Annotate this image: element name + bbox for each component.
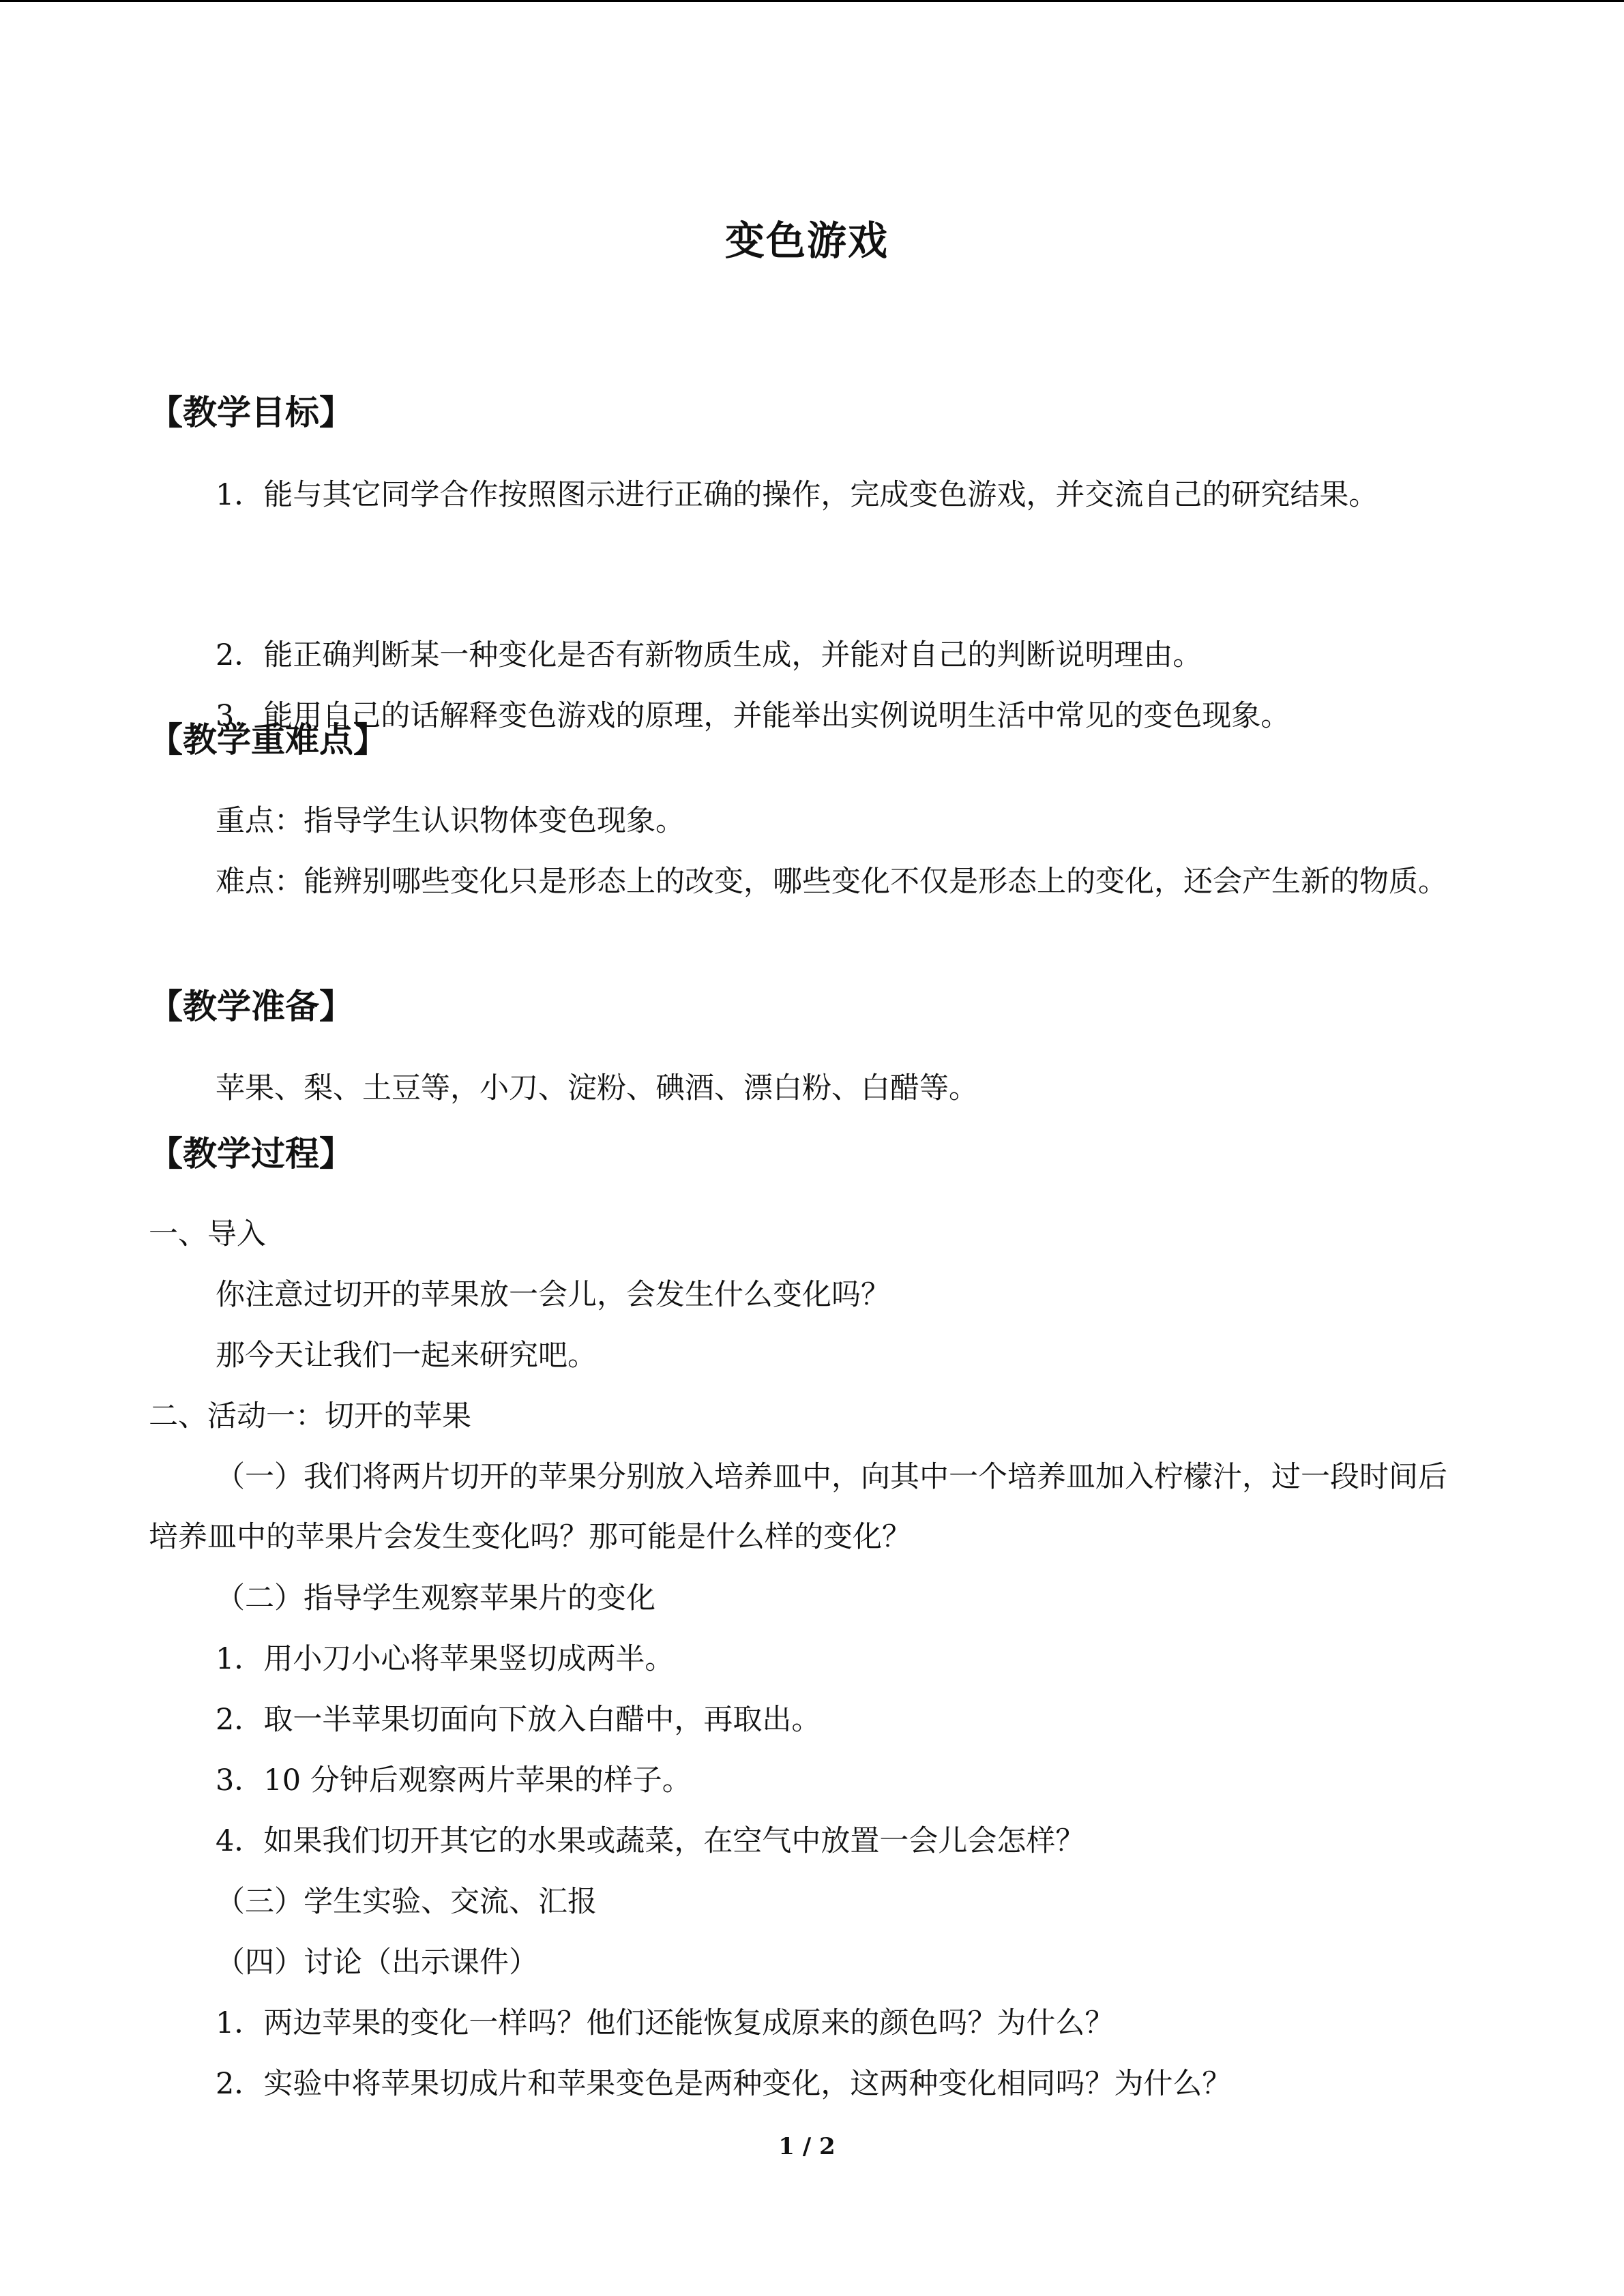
heading-key-points: 【教学重难点】 [149, 720, 387, 760]
objective-item-1: 1．能与其它同学合作按照图示进行正确的操作，完成变色游戏，并交流自己的研究结果。 [216, 478, 1378, 512]
difficulty-point: 难点：能辨别哪些变化只是形态上的改变，哪些变化不仅是形态上的变化，还会产生新的物质。 [216, 865, 1447, 899]
heading-process: 【教学过程】 [149, 1134, 353, 1174]
process-step1: （一）我们将两片切开的苹果分别放入培养皿中，向其中一个培养皿加入柠檬汁，过一段时间后培养皿中的苹果片会发生变化吗？那可能是什么样的变化？ [149, 1460, 1447, 1554]
process-step3-title: （三）学生实验、交流、汇报 [216, 1885, 597, 1919]
objective-item-3: 3．能用自己的话解释变色游戏的原理，并能举出实例说明生活中常见的变色现象。 [216, 699, 1290, 733]
document-title: 变色游戏 [724, 218, 889, 264]
process-part2-title: 二、活动一：切开的苹果 [149, 1399, 471, 1433]
process-step4-item-2: 2．实验中将苹果切成片和苹果变色是两种变化，这两种变化相同吗？为什么？ [216, 2067, 1232, 2101]
process-part1-line-1: 你注意过切开的苹果放一会儿，会发生什么变化吗？ [216, 1278, 890, 1312]
process-step2-item-1: 1．用小刀小心将苹果竖切成两半。 [216, 1642, 675, 1676]
objective-item-2: 2．能正确判断某一种变化是否有新物质生成，并能对自己的判断说明理由。 [216, 638, 1202, 672]
process-step2-item-3: 3．10 分钟后观察两片苹果的样子。 [216, 1763, 692, 1798]
document-page [149, 0, 1465, 2296]
process-step4-title: （四）讨论（出示课件） [216, 1945, 538, 1980]
process-step2-item-2: 2．取一半苹果切面向下放入白醋中，再取出。 [216, 1703, 821, 1737]
process-part1-title: 一、导入 [149, 1217, 266, 1251]
process-step2-item-4: 4．如果我们切开其它的水果或蔬菜，在空气中放置一会儿会怎样？ [216, 1824, 1085, 1858]
preparation-text: 苹果、梨、土豆等，小刀、淀粉、碘酒、漂白粉、白醋等。 [216, 1071, 978, 1105]
process-step4-item-1: 1．两边苹果的变化一样吗？他们还能恢复成原来的颜色吗？为什么？ [216, 2006, 1114, 2040]
process-part1-line-2: 那今天让我们一起来研究吧。 [216, 1339, 597, 1373]
page-number: 1 / 2 [778, 2133, 836, 2160]
process-step2-title: （二）指导学生观察苹果片的变化 [216, 1581, 655, 1615]
key-point: 重点：指导学生认识物体变色现象。 [216, 804, 685, 838]
heading-objectives: 【教学目标】 [149, 393, 353, 432]
heading-preparation: 【教学准备】 [149, 987, 353, 1026]
